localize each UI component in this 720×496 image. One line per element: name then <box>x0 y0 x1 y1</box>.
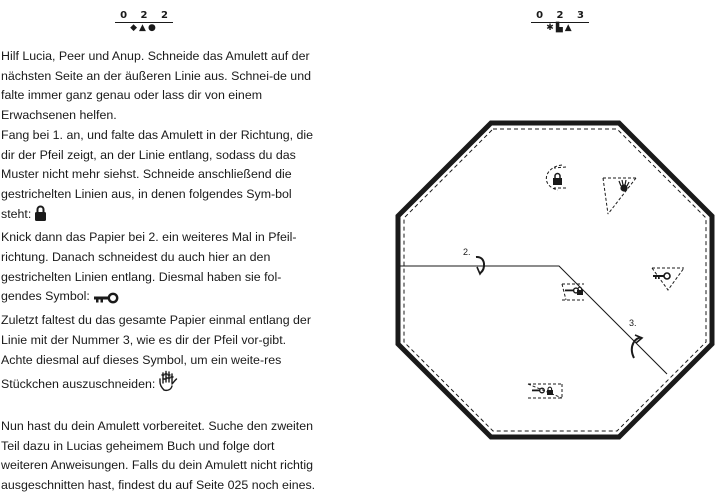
page-number-right <box>530 3 590 34</box>
amulet-cutout <box>390 120 720 440</box>
fold-label-2: 2. <box>463 247 471 257</box>
key-icon <box>565 288 578 293</box>
page-symbols: ◆▲● <box>130 23 158 33</box>
lock-icon <box>553 174 562 186</box>
page-number-digits: 0 2 2 <box>115 10 173 23</box>
step-2-text: Knick dann das Papier bei 2. ein weiteres Mal in Pfeil-richtung. Danach schneidest du auch hier an den gestrichelten Linien entlang. Diesmal haben sie fol-gendes Symbol: <box>1 230 297 304</box>
fold-line-2 <box>400 266 667 374</box>
lock-icon <box>547 387 553 395</box>
paragraph-outro: Nun hast du dein Amulett vorbereitet. Suche den zweiten Teil dazu in Lucias geheimem Buch und folge dort weiteren Anweisungen. Falls du dein Amulett nicht richtig ausgeschnitten hast, findest du auf Seite 025 noch eines. <box>1 418 316 493</box>
paragraph-intro: Hilf Lucia, Peer und Anup. Schneide das Amulett auf der nächsten Seite an der äußeren Linie aus. Schnei-de und falte immer ganz genau oder lass dir von einem Erwachsenen helfen. <box>1 49 311 123</box>
paragraph-step-2 <box>1 228 319 311</box>
key-icon <box>532 388 544 393</box>
hand-icon <box>158 370 178 399</box>
fold-label-3: 3. <box>629 318 637 328</box>
lock-icon <box>577 287 583 295</box>
page-number-left <box>114 3 174 34</box>
lock-icon <box>34 205 47 229</box>
cut-region-lock-1 <box>546 165 566 190</box>
paragraph-step-1 <box>1 126 319 229</box>
fold-arrow-3 <box>632 335 642 358</box>
step-3-text: Zuletzt faltest du das gesamte Papier einmal entlang der Linie mit der Nummer 3, wie es dir der Pfeil vor-gibt. Achte diesmal auf dieses Symbol, um ein weite-res Stückchen auszuschneiden: <box>1 313 311 392</box>
key-icon <box>653 273 670 279</box>
amulet-outer-border <box>398 123 712 437</box>
page-number-digits: 0 2 3 <box>531 10 589 23</box>
key-icon <box>93 291 119 311</box>
page-symbols: ✱▙▲ <box>546 23 574 33</box>
hand-icon <box>619 180 629 191</box>
instructions <box>1 47 319 496</box>
paragraph-step-3 <box>1 311 319 399</box>
step-1-text: Fang bei 1. an, und falte das Amulett in der Richtung, die dir der Pfeil zeigt, an der Linie entlang, sodass du das Muster nicht mehr siehst. Schneide anschließend die gestrichelten Linien aus, in denen folgendes Sym-bol steht: <box>1 127 314 221</box>
